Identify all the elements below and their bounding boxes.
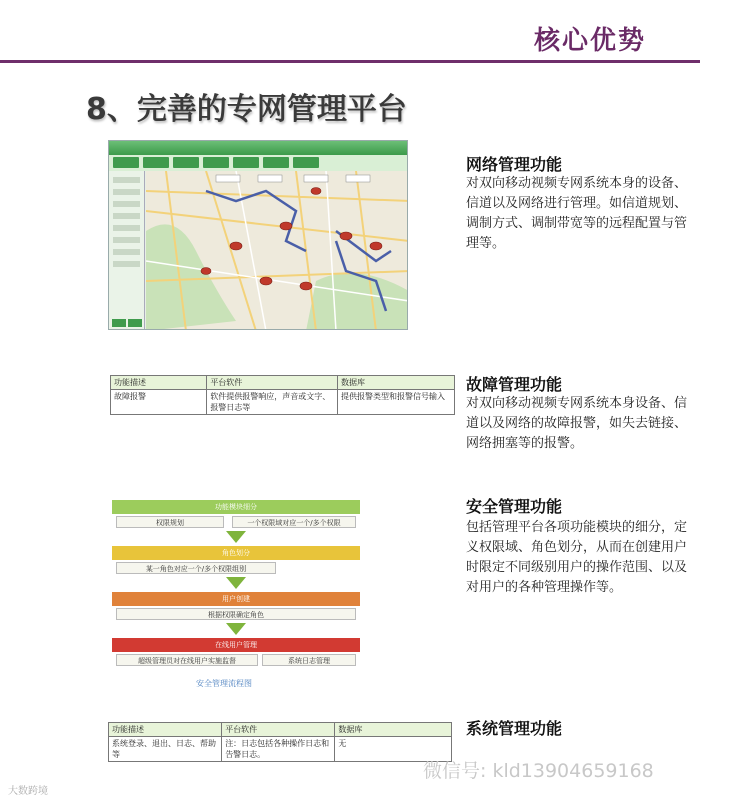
table-header-row (109, 723, 452, 737)
flow-band: 功能模块细分 (112, 500, 360, 514)
map-button (128, 319, 142, 327)
flow-cell: 根据权限确定角色 (116, 608, 356, 620)
flow-cell: 权限规划 (116, 516, 224, 528)
feature-desc-network: 对双向移动视频专网系统本身的设备、信道以及网络进行管理。如信道规划、调制方式、调制带宽等的远程配置与管理等。 (466, 176, 688, 251)
system-function-table (108, 722, 452, 762)
flow-cell: 某一角色对应一个/多个权限组别 (116, 562, 276, 574)
feature-title-network: 网络管理功能 (466, 155, 563, 174)
table-header-cell: 平台软件 (222, 723, 335, 737)
flow-caption: 安全管理流程图 (196, 679, 252, 688)
toolbar-tab (173, 157, 199, 168)
feature-desc-security: 包括管理平台各项功能模块的细分，定义权限域、角色划分，从而在创建用户时限定不同级别用户的操作范围、以及对用户的各种管理操作等。 (466, 520, 688, 595)
flow-arrow (226, 577, 246, 589)
toolbar-tab (263, 157, 289, 168)
toolbar-tab (143, 157, 169, 168)
section-title: 8、完善的专网管理平台 (86, 92, 407, 127)
table-row (109, 737, 452, 762)
map-view (146, 171, 407, 329)
toolbar-tab (293, 157, 319, 168)
table-cell: 注：日志包括各种操作日志和告警日志。 (222, 737, 335, 762)
flow-band: 角色划分 (112, 546, 360, 560)
table-cell: 提供报警类型和报警信号输入 (338, 390, 455, 415)
flow-cell: 超级管理员对在线用户实施监督 (116, 654, 258, 666)
flow-band: 用户创建 (112, 592, 360, 606)
security-flow-diagram (112, 500, 360, 690)
feature-title-security: 安全管理功能 (466, 497, 563, 516)
table-header-cell: 数据库 (335, 723, 452, 737)
network-map-screenshot (108, 140, 408, 330)
flow-band: 在线用户管理 (112, 638, 360, 652)
table-cell: 无 (335, 737, 452, 762)
table-header-cell: 功能描述 (109, 723, 222, 737)
flow-arrow (226, 531, 246, 543)
flow-cell: 系统日志管理 (262, 654, 356, 666)
fault-function-table (110, 375, 455, 415)
map-device-list (109, 171, 145, 330)
table-header-cell: 平台软件 (207, 376, 338, 390)
map-button (112, 319, 126, 327)
map-toolbar (109, 155, 407, 171)
watermark-left: 大数跨境 (8, 786, 48, 797)
flow-cell: 一个权限域对应一个/多个权限 (232, 516, 356, 528)
page-header-title: 核心优势 (533, 26, 646, 56)
table-cell: 软件提供报警响应，声音或文字、报警日志等 (207, 390, 338, 415)
table-row (111, 390, 455, 415)
feature-title-system: 系统管理功能 (466, 719, 563, 738)
toolbar-tab (203, 157, 229, 168)
map-window-titlebar (109, 141, 407, 155)
feature-title-fault: 故障管理功能 (466, 375, 563, 394)
table-cell: 系统登录、退出、日志、帮助等 (109, 737, 222, 762)
table-header-cell: 功能描述 (111, 376, 207, 390)
toolbar-tab (113, 157, 139, 168)
watermark-wechat: 微信号: kld13904659168 (423, 760, 654, 782)
map-graphic (146, 171, 408, 330)
feature-desc-fault: 对双向移动视频专网系统本身设备、信道以及网络的故障报警，如失去链接、网络拥塞等的报警。 (466, 396, 688, 451)
table-cell: 故障报警 (111, 390, 207, 415)
table-header-cell: 数据库 (338, 376, 455, 390)
header-divider (0, 60, 700, 63)
table-header-row (111, 376, 455, 390)
flow-arrow (226, 623, 246, 635)
toolbar-tab (233, 157, 259, 168)
